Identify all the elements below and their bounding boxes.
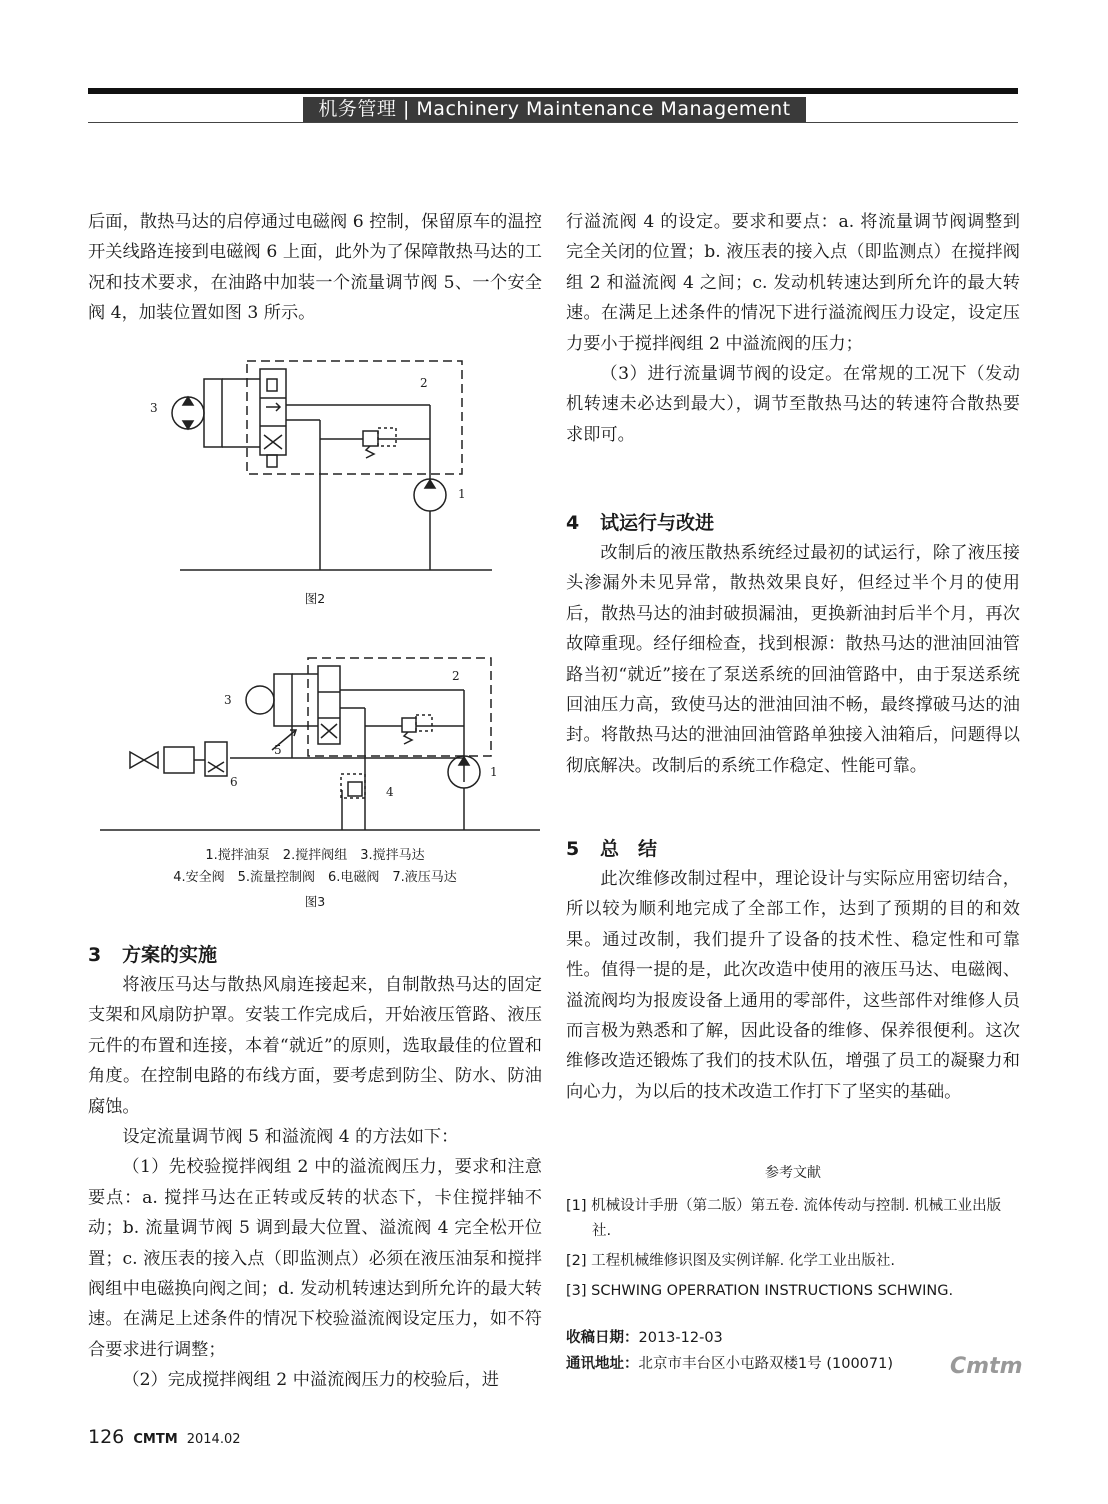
directional-valve — [318, 666, 340, 744]
section-4-heading — [566, 508, 1020, 538]
valve-arrow — [266, 403, 280, 411]
section-5-number: 5 — [566, 838, 580, 860]
fig2-label-1: 1 — [458, 487, 466, 501]
figure-3-caption: 图3 — [304, 894, 326, 909]
motor-arrow-up — [183, 397, 193, 405]
header-journal-name: Machinery Maintenance Management — [416, 98, 791, 120]
figure-3-diagram — [100, 650, 540, 840]
fan-icon — [130, 752, 158, 768]
address: 北京市丰台区小屯路双楼1号 (100071) — [638, 1356, 893, 1372]
right-column-section-4 — [566, 508, 1020, 781]
running-header — [303, 97, 806, 122]
figure-2-diagram — [140, 355, 500, 580]
received-date: 2013-12-03 — [638, 1330, 723, 1346]
figure-2-caption: 图2 — [304, 591, 326, 606]
fig3-label-4: 4 — [386, 785, 394, 799]
solenoid-valve — [205, 742, 227, 776]
right-column-top — [566, 207, 1020, 450]
relief-valve — [402, 718, 416, 732]
address-label: 通讯地址： — [566, 1356, 639, 1372]
received-label: 收稿日期： — [566, 1330, 639, 1346]
paragraph: 改制后的液压散热系统经过最初的试运行，除了液压接头渗漏外未见异常，散热效果良好，但经过半个月的使用后，散热马达的油封破损漏油，更换新油封后半个月，再次故障重现。经仔细检查，找到根源：散热马达的泄油回油管路当初“就近”接在了泵送系统的回油管路中，由于泵送系统回油压力高，致使马达的泄油回油不畅，最终撑破马达的油封。将散热马达的泄油回油管路单独接入油箱后，问题得以彻底解决。改制后的系统工作稳定、性能可靠。 — [566, 543, 1020, 776]
left-column-intro — [88, 207, 542, 329]
received-date-line — [566, 1325, 1020, 1351]
left-column-section-3 — [88, 940, 542, 1396]
section-3-title: 方案的实施 — [122, 944, 218, 966]
paragraph: 设定流量调节阀 5 和溢流阀 4 的方法如下： — [122, 1127, 459, 1148]
section-5-heading — [566, 834, 1020, 864]
header-section-name: 机务管理 — [318, 98, 397, 120]
legend-line-1: 1.搅拌油泵 2.搅拌阀组 3.搅拌马达 — [205, 848, 425, 863]
right-column-section-5 — [566, 834, 1020, 1107]
section-3-number: 3 — [88, 944, 102, 966]
paragraph: 将液压马达与散热风扇连接起来，自制散热马达的固定支架和风扇防护罩。安装工作完成后，开始液压管路、液压元件的布置和连接，本着“就近”的原则，选取最佳的位置和角度。在控制电路的布线方面，要考虑到防尘、防水、防油腐蚀。 — [88, 975, 542, 1117]
section-3-heading — [88, 940, 542, 970]
section-5-title: 总 结 — [600, 838, 658, 860]
intro-paragraph: 后面，散热马达的启停通过电磁阀 6 控制，保留原车的温控开关线路连接到电磁阀 6 上面，此外为了保障散热马达的工况和技术要求，在油路中加装一个流量调节阀 5、一个安全阀 4，加装位置如图 3 所示。 — [88, 212, 542, 324]
figure-3-legend — [88, 845, 542, 889]
journal-logo: Cmtm — [950, 1354, 1023, 1379]
header-rule-under — [88, 122, 1018, 123]
references-title: 参考文献 — [765, 1165, 821, 1181]
footer-issue: 2014.02 — [186, 1432, 241, 1447]
valve-cross — [264, 435, 282, 449]
fig3-label-6: 6 — [230, 775, 238, 789]
paragraph-continued: 行溢流阀 4 的设定。要求和要点：a. 将流量调节阀调整到完全关闭的位置；b. 液压表的接入点（即监测点）在搅拌阀组 2 和溢流阀 4 之间；c. 发动机转速达到所允许的最大转速。在满足上述条件的情况下进行溢流阀压力设定，设定压力要小于搅拌阀组 2 中溢流阀的压力； — [566, 212, 1020, 354]
section-4-number: 4 — [566, 512, 580, 534]
reference-item: [2] 工程机械维修识图及实例详解. 化学工业出版社. — [566, 1253, 895, 1269]
relief-spring — [366, 446, 374, 458]
legend-line-2: 4.安全阀 5.流量控制阀 6.电磁阀 7.液压马达 — [173, 870, 457, 885]
motor-connection — [204, 379, 222, 447]
paragraph: 此次维修改制过程中，理论设计与实际应用密切结合，所以较为顺利地完成了全部工作，达到了预期的目的和效果。通过改制，我们提升了设备的技术性、稳定性和可靠性。值得一提的是，此次改造中使用的液压马达、电磁阀、溢流阀均为报废设备上通用的零部件，这些部件对维修人员而言极为熟悉和了解，因此设备的维修、保养很便利。这次维修改造还锻炼了我们的技术队伍，增强了员工的凝聚力和向心力，为以后的技术改造工作打下了坚实的基础。 — [566, 869, 1020, 1102]
section-4-title: 试运行与改进 — [600, 512, 715, 534]
page-number: 126 — [88, 1426, 125, 1448]
header-separator: | — [402, 98, 410, 120]
footer-journal: CMTM — [133, 1432, 178, 1447]
fig3-label-1: 1 — [490, 765, 498, 779]
fig3-label-2: 2 — [452, 669, 460, 683]
safety-valve — [348, 782, 362, 796]
fig2-label-2: 2 — [420, 376, 428, 390]
reference-item: [1] 机械设计手册（第二版）第五卷. 流体传动与控制. 机械工业出版社. — [566, 1198, 1002, 1239]
paragraph: （2）完成搅拌阀组 2 中溢流阀压力的校验后，进 — [122, 1370, 499, 1391]
page-footer — [88, 1426, 241, 1448]
motor-3-symbol — [246, 686, 274, 714]
header-rule-top — [88, 88, 1018, 94]
fig3-label-5: 5 — [274, 743, 282, 757]
paragraph: （1）先校验搅拌阀组 2 中的溢流阀压力，要求和注意要点：a. 搅拌马达在正转或反转的状态下，卡住搅拌轴不动；b. 流量调节阀 5 调到最大位置、溢流阀 4 完全松开位置；c. 液压表的接入点（即监测点）必须在液压油泵和搅拌阀组中电磁换向阀之间；d. 发动机转速达到所允许的最大转速。在满足上述条件的情况下校验溢流阀设定压力，如不符合要求进行调整； — [88, 1157, 542, 1360]
references — [566, 1162, 1020, 1309]
motor-arrow-down — [183, 421, 193, 429]
relief-valve — [363, 431, 378, 446]
reference-item: [3] SCHWING OPERRATION INSTRUCTIONS SCHWING. — [566, 1283, 954, 1299]
fan-motor-housing — [164, 747, 194, 773]
paragraph: （3）进行流量调节阀的设定。在常规的工况下（发动机转速未必达到最大），调节至散热马达的转速符合散热要求即可。 — [566, 364, 1020, 445]
fig3-label-3: 3 — [224, 693, 232, 707]
fig2-label-3: 3 — [150, 401, 158, 415]
